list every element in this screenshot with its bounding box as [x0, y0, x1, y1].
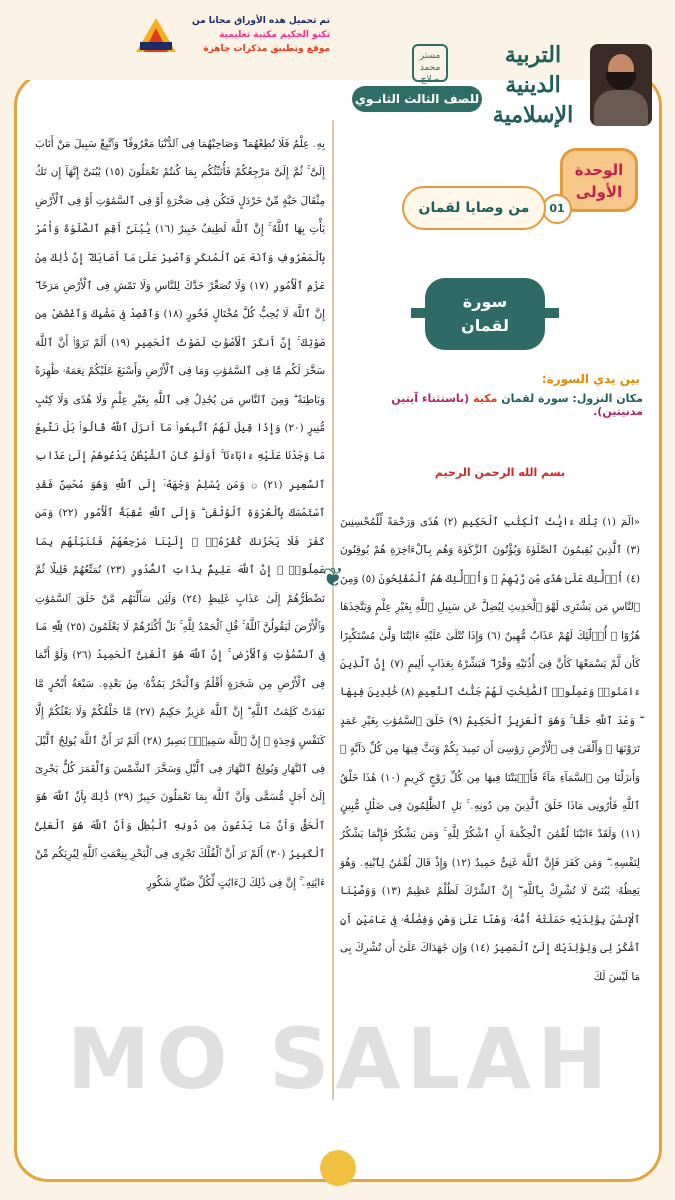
unit-label-1: الوحدة	[574, 161, 624, 179]
column-divider	[332, 120, 334, 1100]
bottom-ornament-icon	[320, 1150, 356, 1186]
subject-title-line-1: التربية الدينية	[504, 42, 562, 98]
brand-line-2: تكنو الحكيم مكتبة تعليمية	[219, 30, 330, 40]
surah-line-2: لقمان	[461, 316, 509, 335]
teacher-mini-logo: مستر محمد صلاح	[412, 44, 448, 82]
lesson-title: من وصايا لقمان	[402, 186, 546, 230]
intro-note: (باستثناء آيتين مدنيتين).	[391, 392, 643, 418]
intro-place-value: مكية	[473, 392, 498, 405]
intro-heading: بين يدي السورة:	[541, 372, 640, 386]
brand-logo	[130, 12, 182, 60]
unit-label-2: الأولى	[575, 183, 623, 201]
intro-place	[358, 392, 643, 418]
subject-title-line-2: الإسلامية	[492, 102, 574, 128]
grade-pill: للصف الثالث الثانـوي	[352, 86, 482, 112]
surah-line-1: سورة	[462, 292, 508, 311]
unit-badge	[560, 148, 638, 212]
basmala: بسم الله الرحمن الرحيم	[434, 466, 566, 479]
unit-number: 01	[542, 194, 572, 224]
brand-line-1: تم تحميل هذه الأوراق مجانا من	[191, 16, 330, 26]
intro-place-label: مكان النزول: سورة لقمان	[501, 392, 643, 405]
brand-text	[180, 14, 330, 56]
watermark: MO SALAH	[66, 1010, 614, 1108]
verses-left-column: بِهِۦ عِلْمٌ فَلَا تُطِعْهُمَا ۖ وَصَاحِبْهُمَا فِى ٱلدُّنْيَا مَعْرُوفًا ۖ وَٱتَّبِعْ سَبِيلَ مَنْ أَنَابَ إِلَىَّ ۚ ثُمَّ إِلَىَّ مَرْجِعُكُمْ فَأُنَبِّئُكُم بِمَا كُنتُمْ تَعْمَلُونَ (١٥) يَٰبُنَىَّ إِنَّهَآ إِن تَكُ مِثْقَالَ حَبَّةٍ مِّنْ خَرْدَلٍ فَتَكُن فِى صَخْرَةٍ أَوْ فِى ٱلسَّمَٰوَٰتِ أَوْ فِى ٱلْأَرْضِ يَأْتِ بِهَا ٱللَّهُ ۚ إِنَّ ٱللَّهَ لَطِيفٌ خَبِيرٌ (١٦) يَٰبُنَىَّ أَقِمِ ٱلصَّلَوٰةَ وَأْمُرْ بِٱلْمَعْرُوفِ وَٱنْهَ عَنِ ٱلْمُنكَرِ وَٱصْبِرْ عَلَىٰ مَآ أَصَابَكَ ۖ إِنَّ ذَٰلِكَ مِنْ عَزْمِ ٱلْأُمُورِ (١٧) وَلَا تُصَعِّرْ خَدَّكَ لِلنَّاسِ وَلَا تَمْشِ فِى ٱلْأَرْضِ مَرَحًا ۖ إِنَّ ٱللَّهَ لَا يُحِبُّ كُلَّ مُخْتَالٍ فَخُورٍ (١٨) وَٱقْصِدْ فِى مَشْيِكَ وَٱغْضُضْ مِن صَوْتِكَ ۚ إِنَّ أَنكَرَ ٱلْأَصْوَٰتِ لَصَوْتُ ٱلْحَمِيرِ (١٩) أَلَمْ تَرَوْا۟ أَنَّ ٱللَّهَ سَخَّرَ لَكُم مَّا فِى ٱلسَّمَٰوَٰتِ وَمَا فِى ٱلْأَرْضِ وَأَسْبَغَ عَلَيْكُمْ نِعَمَهُۥ ظَٰهِرَةً وَبَاطِنَةً ۗ وَمِنَ ٱلنَّاسِ مَن يُجَٰدِلُ فِى ٱللَّهِ بِغَيْرِ عِلْمٍ وَلَا هُدًى وَلَا كِتَٰبٍ مُّنِيرٍ (٢٠) وَإِذَا قِيلَ لَهُمُ ٱتَّبِعُوا۟ مَآ أَنزَلَ ٱللَّهُ قَالُوا۟ بَلْ نَتَّبِعُ مَا وَجَدْنَا عَلَيْهِ ءَابَآءَنَآ ۚ أَوَلَوْ كَانَ ٱلشَّيْطَٰنُ يَدْعُوهُمْ إِلَىٰ عَذَابِ ٱلسَّعِيرِ (٢١) ۞ وَمَن يُسْلِمْ وَجْهَهُۥٓ إِلَى ٱللَّهِ وَهُوَ مُحْسِنٌ فَقَدِ ٱسْتَمْسَكَ بِٱلْعُرْوَةِ ٱلْوُثْقَىٰ ۗ وَإِلَى ٱللَّهِ عَٰقِبَةُ ٱلْأُمُورِ (٢٢) وَمَن كَفَرَ فَلَا يَحْزُنكَ كُفْرُهُۥٓ ۚ إِلَيْنَا مَرْجِعُهُمْ فَنُنَبِّئُهُم بِمَا عَمِلُوٓا۟ ۚ إِنَّ ٱللَّهَ عَلِيمٌۢ بِذَاتِ ٱلصُّدُورِ (٢٣) نُمَتِّعُهُمْ قَلِيلًا ثُمَّ نَضْطَرُّهُمْ إِلَىٰ عَذَابٍ غَلِيظٍ (٢٤) وَلَئِن سَأَلْتَهُم مَّنْ خَلَقَ ٱلسَّمَٰوَٰتِ وَٱلْأَرْضَ لَيَقُولُنَّ ٱللَّهُ ۚ قُلِ ٱلْحَمْدُ لِلَّهِ ۚ بَلْ أَكْثَرُهُمْ لَا يَعْلَمُونَ (٢٥) لِلَّهِ مَا فِى ٱلسَّمَٰوَٰتِ وَٱلْأَرْضِ ۚ إِنَّ ٱللَّهَ هُوَ ٱلْغَنِىُّ ٱلْحَمِيدُ (٢٦) وَلَوْ أَنَّمَا فِى ٱلْأَرْضِ مِن شَجَرَةٍ أَقْلَٰمٌ وَٱلْبَحْرُ يَمُدُّهُۥ مِنۢ بَعْدِهِۦ سَبْعَةُ أَبْحُرٍ مَّا نَفِدَتْ كَلِمَٰتُ ٱللَّهِ ۗ إِنَّ ٱللَّهَ عَزِيزٌ حَكِيمٌ (٢٧) مَّا خَلْقُكُمْ وَلَا بَعْثُكُمْ إِلَّا كَنَفْسٍ وَٰحِدَةٍ ۗ إِنَّ ٱللَّهَ سَمِيعٌۢ بَصِيرٌ (٢٨) أَلَمْ تَرَ أَنَّ ٱللَّهَ يُولِجُ ٱلَّيْلَ فِى ٱلنَّهَارِ وَيُولِجُ ٱلنَّهَارَ فِى ٱلَّيْلِ وَسَخَّرَ ٱلشَّمْسَ وَٱلْقَمَرَ كُلٌّ يَجْرِىٓ إِلَىٰٓ أَجَلٍ مُّسَمًّى وَأَنَّ ٱللَّهَ بِمَا تَعْمَلُونَ خَبِيرٌ (٢٩) ذَٰلِكَ بِأَنَّ ٱللَّهَ هُوَ ٱلْحَقُّ وَأَنَّ مَا يَدْعُونَ مِن دُونِهِ ٱلْبَٰطِلُ وَأَنَّ ٱللَّهَ هُوَ ٱلْعَلِىُّ ٱلْكَبِيرُ (٣٠) أَلَمْ تَرَ أَنَّ ٱلْفُلْكَ تَجْرِى فِى ٱلْبَحْرِ بِنِعْمَتِ ٱللَّهِ لِيُرِيَكُم مِّنْ ءَايَٰتِهِۦٓ ۚ إِنَّ فِى ذَٰلِكَ لَءَايَٰتٍ لِّكُلِّ صَبَّارٍ شَكُورٍ	[35, 138, 326, 889]
subject-title	[478, 40, 588, 130]
surah-badge	[425, 278, 545, 350]
leaf-ornament-icon: ❦	[322, 563, 344, 593]
brand-line-3: موقع وتطبيق مذكرات جاهزة	[203, 44, 330, 54]
teacher-photo	[590, 44, 652, 126]
verses-right-column: «الٓمٓ (١) تِلْكَ ءَايَٰتُ ٱلْكِتَٰبِ ٱلْحَكِيمِ (٢) هُدًى وَرَحْمَةً لِّلْمُحْسِنِينَ (٣) ٱلَّذِينَ يُقِيمُونَ ٱلصَّلَوٰةَ وَيُؤْتُونَ ٱلزَّكَوٰةَ وَهُم بِٱلْءَاخِرَةِ هُمْ يُوقِنُونَ (٤) أُو۟لَٰٓئِكَ عَلَىٰ هُدًى مِّن رَّبِّهِمْ ۖ وَأُو۟لَٰٓئِكَ هُمُ ٱلْمُفْلِحُونَ (٥) وَمِنَ ٱلنَّاسِ مَن يَشْتَرِى لَهْوَ ٱلْحَدِيثِ لِيُضِلَّ عَن سَبِيلِ ٱللَّهِ بِغَيْرِ عِلْمٍ وَيَتَّخِذَهَا هُزُوًا ۚ أُو۟لَٰٓئِكَ لَهُمْ عَذَابٌ مُّهِينٌ (٦) وَإِذَا تُتْلَىٰ عَلَيْهِ ءَايَٰتُنَا وَلَّىٰ مُسْتَكْبِرًا كَأَن لَّمْ يَسْمَعْهَا كَأَنَّ فِىٓ أُذُنَيْهِ وَقْرًا ۖ فَبَشِّرْهُ بِعَذَابٍ أَلِيمٍ (٧) إِنَّ ٱلَّذِينَ ءَامَنُوا۟ وَعَمِلُوا۟ ٱلصَّٰلِحَٰتِ لَهُمْ جَنَّٰتُ ٱلنَّعِيمِ (٨) خَٰلِدِينَ فِيهَا ۖ وَعْدَ ٱللَّهِ حَقًّا ۚ وَهُوَ ٱلْعَزِيزُ ٱلْحَكِيمُ (٩) خَلَقَ ٱلسَّمَٰوَٰتِ بِغَيْرِ عَمَدٍ تَرَوْنَهَا ۖ وَأَلْقَىٰ فِى ٱلْأَرْضِ رَوَٰسِىَ أَن تَمِيدَ بِكُمْ وَبَثَّ فِيهَا مِن كُلِّ دَآبَّةٍ ۚ وَأَنزَلْنَا مِنَ ٱلسَّمَآءِ مَآءً فَأَنۢبَتْنَا فِيهَا مِن كُلِّ زَوْجٍ كَرِيمٍ (١٠) هَٰذَا خَلْقُ ٱللَّهِ فَأَرُونِى مَاذَا خَلَقَ ٱلَّذِينَ مِن دُونِهِۦ ۚ بَلِ ٱلظَّٰلِمُونَ فِى ضَلَٰلٍ مُّبِينٍ (١١) وَلَقَدْ ءَاتَيْنَا لُقْمَٰنَ ٱلْحِكْمَةَ أَنِ ٱشْكُرْ لِلَّهِ ۚ وَمَن يَشْكُرْ فَإِنَّمَا يَشْكُرُ لِنَفْسِهِۦ ۖ وَمَن كَفَرَ فَإِنَّ ٱللَّهَ غَنِىٌّ حَمِيدٌ (١٢) وَإِذْ قَالَ لُقْمَٰنُ لِٱبْنِهِۦ وَهُوَ يَعِظُهُۥ يَٰبُنَىَّ لَا تُشْرِكْ بِٱللَّهِ ۖ إِنَّ ٱلشِّرْكَ لَظُلْمٌ عَظِيمٌ (١٣) وَوَصَّيْنَا ٱلْإِنسَٰنَ بِوَٰلِدَيْهِ حَمَلَتْهُ أُمُّهُۥ وَهْنًا عَلَىٰ وَهْنٍ وَفِصَٰلُهُۥ فِى عَامَيْنِ أَنِ ٱشْكُرْ لِى وَلِوَٰلِدَيْكَ إِلَىَّ ٱلْمَصِيرُ (١٤) وَإِن جَٰهَدَاكَ عَلَىٰٓ أَن تُشْرِكَ بِى مَا لَيْسَ لَكَ	[340, 516, 641, 983]
